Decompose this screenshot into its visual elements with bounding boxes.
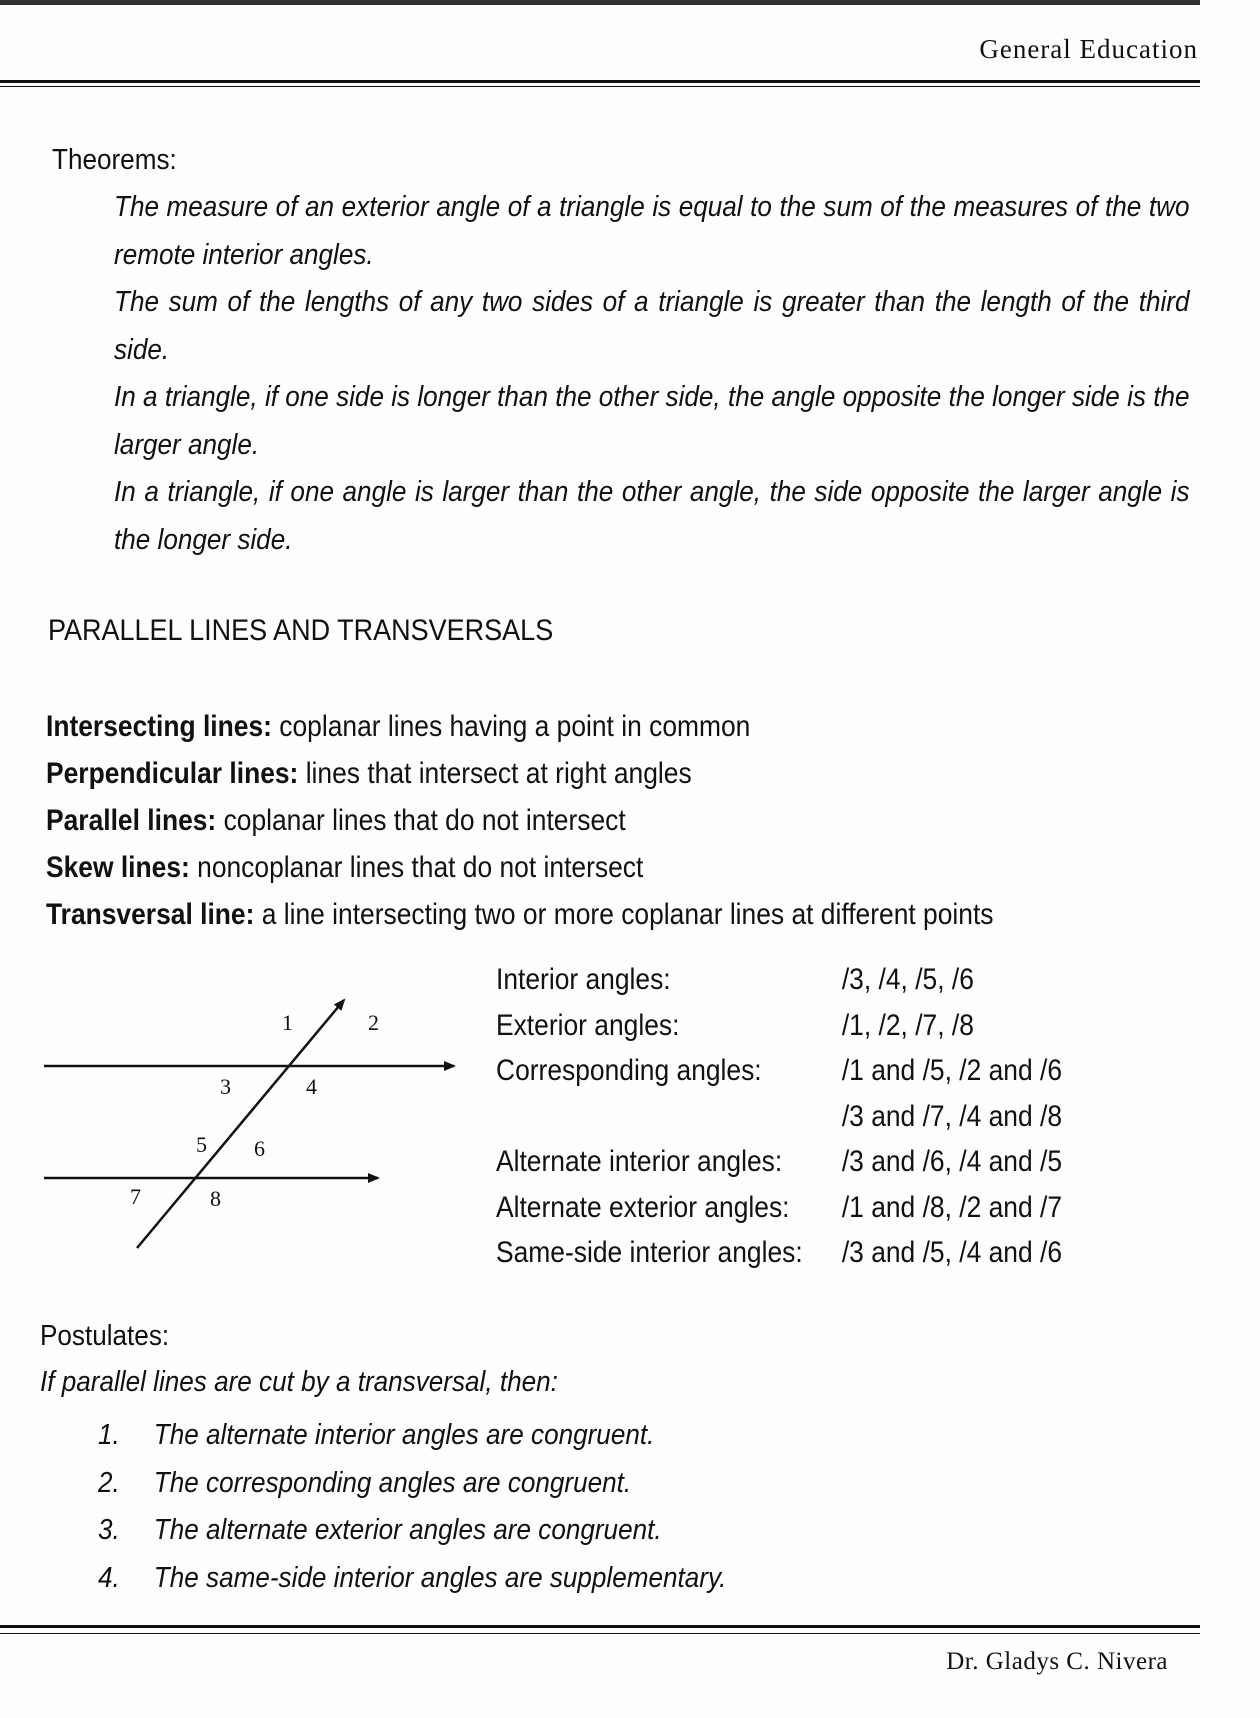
- angle-type-label: Alternate exterior angles:: [496, 1190, 790, 1224]
- angle-type-label: [496, 1100, 842, 1146]
- table-row: [496, 1009, 1062, 1055]
- definition-term: Parallel lines:: [46, 804, 217, 837]
- postulate-text: The alternate exterior angles are congruent.: [153, 1514, 662, 1546]
- header-rule-thin: [0, 86, 1200, 87]
- footer-author: Dr. Gladys C. Nivera: [946, 1648, 1168, 1675]
- postulate-item: [98, 1460, 726, 1508]
- postulate-text: The same-side interior angles are supplementary.: [153, 1561, 727, 1594]
- postulate-text: The corresponding angles are congruent.: [153, 1466, 632, 1499]
- angle-label-4: 4: [306, 1074, 317, 1099]
- footer-rule-thin: [0, 1633, 1200, 1634]
- angle-pair-value: /1 and /5, /2 and /6: [841, 1054, 1063, 1087]
- definition-text: noncoplanar lines that do not intersect: [197, 851, 644, 884]
- postulate-number: 1.: [98, 1419, 120, 1451]
- postulate-number: 2.: [98, 1466, 120, 1499]
- angle-pair-value: /3, /4, /5, /6: [841, 963, 974, 996]
- footer-rule: [0, 1625, 1200, 1628]
- postulate-number: 3.: [98, 1514, 120, 1546]
- definition-list: [46, 703, 993, 938]
- table-row: [496, 1191, 1062, 1237]
- theorem-list: [114, 184, 1190, 564]
- angle-label-6: 6: [254, 1136, 265, 1161]
- theorem-item: The sum of the lengths of any two sides of a triangle is greater than the length of the third side.: [114, 286, 1190, 366]
- postulate-number: 4.: [98, 1561, 120, 1594]
- angle-pair-value: /3 and /6, /4 and /5: [841, 1145, 1063, 1178]
- angle-type-label: Corresponding angles:: [496, 1054, 762, 1087]
- postulate-item: [98, 1555, 726, 1603]
- section-heading: PARALLEL LINES AND TRANSVERSALS: [48, 614, 554, 647]
- angle-label-3: 3: [220, 1074, 231, 1099]
- angle-label-8: 8: [210, 1186, 221, 1211]
- theorem-item: The measure of an exterior angle of a triangle is equal to the sum of the measures of the two remote interior angles.: [114, 191, 1190, 271]
- header-rule: [0, 80, 1200, 83]
- definition-text: coplanar lines having a point in common: [279, 710, 751, 743]
- definition-text: a line intersecting two or more coplanar lines at different points: [261, 898, 994, 931]
- definition-text: coplanar lines that do not intersect: [223, 804, 626, 837]
- angle-pair-value: /3 and /7, /4 and /8: [841, 1099, 1063, 1133]
- header-title: General Education: [979, 34, 1198, 64]
- postulate-list: [98, 1412, 726, 1602]
- table-row: [496, 1236, 1062, 1282]
- definition-term: Intersecting lines:: [46, 710, 272, 743]
- angle-type-label: Exterior angles:: [496, 1008, 680, 1042]
- table-row: [496, 1054, 1062, 1100]
- postulate-item: [98, 1507, 726, 1555]
- angle-type-label: Alternate interior angles:: [496, 1145, 783, 1178]
- definition-item: [46, 797, 993, 844]
- definition-term: Perpendicular lines:: [46, 757, 299, 790]
- definition-item: [46, 703, 993, 750]
- definition-item: [46, 750, 993, 797]
- angle-pair-value: /1 and /8, /2 and /7: [841, 1190, 1063, 1224]
- table-row: [496, 1100, 1062, 1146]
- definition-term: Skew lines:: [46, 851, 190, 884]
- angle-label-2: 2: [368, 1010, 379, 1035]
- postulates-heading: Postulates:: [40, 1320, 170, 1352]
- definition-item: [46, 844, 993, 891]
- definition-term: Transversal line:: [46, 898, 255, 931]
- definition-item: [46, 891, 993, 938]
- theorems-heading: Theorems:: [52, 144, 177, 176]
- transversal-diagram: [36, 958, 466, 1258]
- angle-pair-value: /1, /2, /7, /8: [841, 1008, 974, 1042]
- postulates-intro: If parallel lines are cut by a transversal, then:: [40, 1366, 558, 1398]
- angle-pair-table: [496, 963, 1062, 1282]
- theorem-item: In a triangle, if one side is longer than the other side, the angle opposite the longer side is the larger angle.: [114, 381, 1190, 461]
- table-row: [496, 1145, 1062, 1191]
- angle-type-label: Same-side interior angles:: [496, 1236, 803, 1269]
- angle-label-7: 7: [130, 1184, 141, 1209]
- angle-label-5: 5: [196, 1132, 207, 1157]
- transversal-line: [137, 1000, 344, 1248]
- postulate-text: The alternate interior angles are congruent.: [153, 1419, 655, 1451]
- postulate-item: [98, 1412, 726, 1460]
- angle-label-1: 1: [282, 1010, 293, 1035]
- definition-text: lines that intersect at right angles: [305, 757, 692, 790]
- table-row: [496, 963, 1062, 1009]
- angle-pair-value: /3 and /5, /4 and /6: [841, 1236, 1063, 1269]
- theorem-item: In a triangle, if one angle is larger than the other angle, the side opposite the larger angle is the longer side.: [114, 476, 1190, 556]
- angle-type-label: Interior angles:: [496, 963, 671, 996]
- top-edge-rule: [0, 0, 1200, 5]
